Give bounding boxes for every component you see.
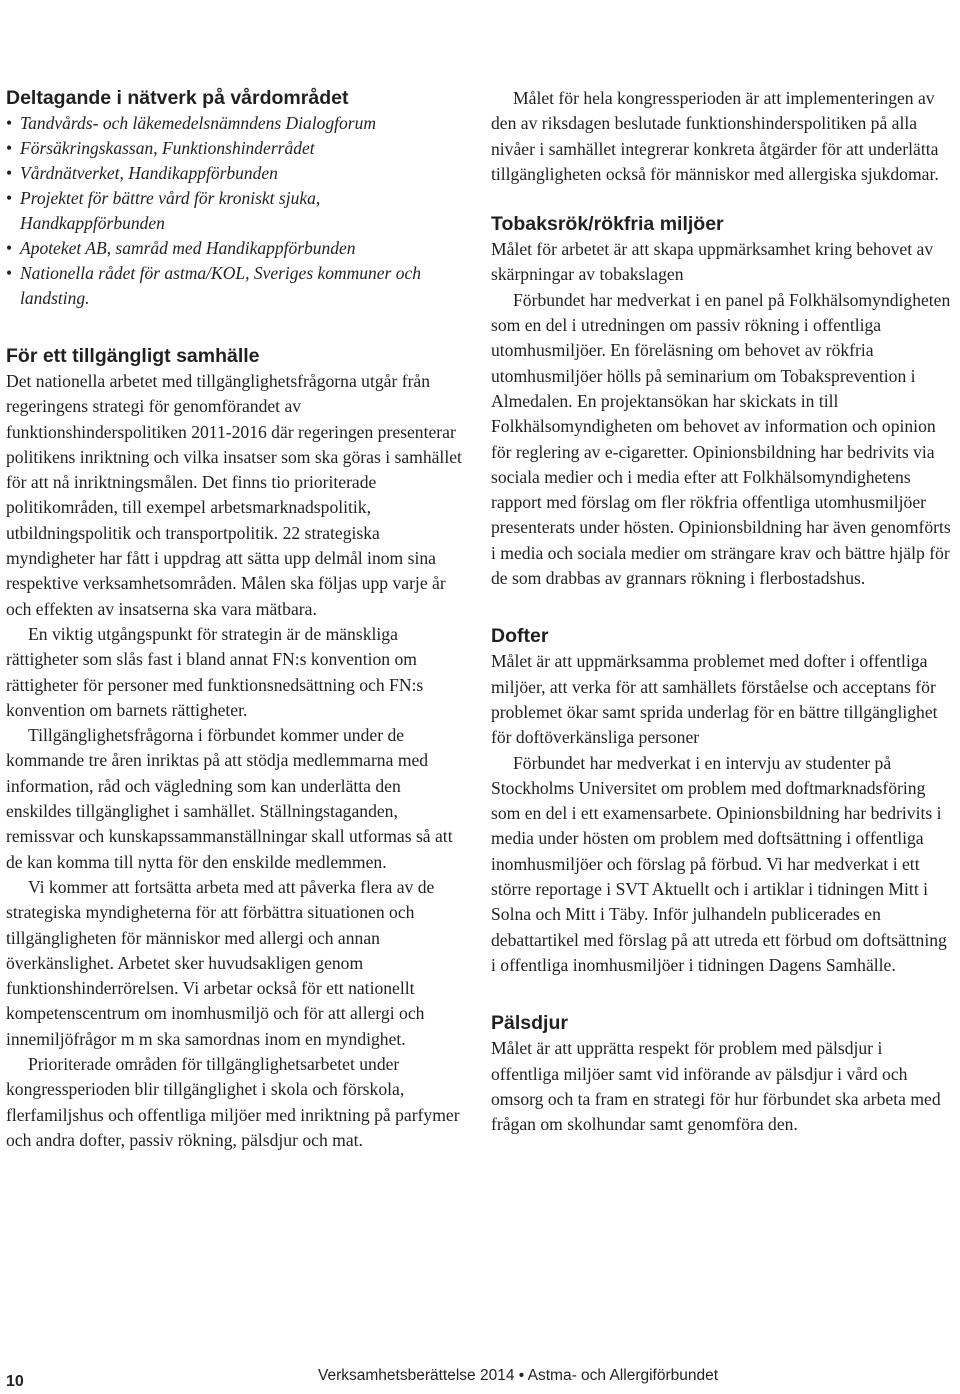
scents-heading: Dofter	[491, 625, 549, 648]
page-number: 10	[6, 1373, 24, 1390]
left-column	[6, 86, 468, 1153]
right-column	[491, 86, 953, 1137]
list-item: • Tandvårds- och läkemedelsnämndens Dialogforum	[6, 111, 468, 136]
intro-paragraph: Målet för hela kongressperioden är att implementeringen av den av riksdagen beslutade funktionshinderspolitiken på alla nivåer i samhället integrerar konkreta åtgärder för att underlätta tillgängligheten också för människor med allergiska sjukdomar.	[491, 88, 939, 184]
list-item: • Projektet för bättre vård för kroniskt sjuka, Handkappförbunden	[6, 186, 468, 236]
paragraph: Prioriterade områden för tillgänglighetsarbetet under kongressperioden blir tillgänglighet i skola och förskola, flerfamiljshus och offentliga miljöer med inriktning på parfymer och andra dofter, passiv rökning, pälsdjur och mat.	[6, 1054, 460, 1150]
paragraph: Målet är att upprätta respekt för problem med pälsdjur i offentliga miljöer samt vid införande av pälsdjur i vård och omsorg och ta fram en strategi för hur förbundet ska arbeta med frågan om skolhundar samt genomföra den.	[491, 1038, 941, 1135]
paragraph: Vi kommer att fortsätta arbeta med att påverka flera av de strategiska myndigheterna för att förbättra situationen och tillgängligheten för människor med allergi och annan överkänslighet. Arbetet sker huvudsakligen genom funktionshinderrörelsen. Vi arbetar också för ett nationellt kompetenscentrum om inomhusmiljö och för att allergi och innemiljöfrågor m m ska samordnas inom en myndighet.	[6, 876, 435, 1049]
paragraph: Tillgänglighetsfrågorna i förbundet kommer under de kommande tre åren inriktas på att stödja medlemmarna med information, råd och vägledning som kan underlätta den enskildes tillgänglighet i samhället. Ställningstaganden, remissvar och kunskapssammanställningar skall utformas så att de kan komma till nytta för den enskilde medlemmen.	[6, 725, 453, 872]
network-list	[6, 111, 468, 311]
paragraph: Målet för arbetet är att skapa uppmärksamhet kring behovet av skärpningar av tobakslagen	[491, 239, 934, 285]
network-heading: Deltagande i nätverk på vårdområdet	[6, 87, 349, 109]
footer-text: Verksamhetsberättelse 2014 • Astma- och Allergiförbundet	[318, 1367, 719, 1384]
paragraph: Förbundet har medverkat i en intervju av studenter på Stockholms Universitet om problem med doftmarknadsföring som en del i ett examensarbete. Opinionsbildning har bedrivits i media under hösten om problem med doftsättning i offentliga inomhusmiljöer och förslag på förbud. Vi har medverkat i ett större reportage i SVT Aktuellt och i artiklar i tidningen Mitt i Solna och Mitt i Täby. Inför julhandeln publicerades en debattartikel med förslag på att utreda ett förbud om doftsättning i offentliga inomhusmiljöer i tidningen Dagens Samhälle.	[491, 752, 947, 975]
accessible-heading: För ett tillgängligt samhälle	[6, 345, 260, 367]
paragraph: Förbundet har medverkat i en panel på Folkhälsomyndigheten som en del i utredningen om passiv rökning i offentliga utomhusmiljöer. En föreläsning om behovet av rökfria utomhusmiljöer hölls på seminarium om Tobaksprevention i Almedalen. En projektansökan har skickats in till Folkhälsomyndigheten om behovet av information och opinion för reglering av e-cigaretter. Opinionsbildning har bedrivits via sociala medier och i media efter att Folkhälsomyndighetens rapport med förslag om fler rökfria offentliga utomhusmiljöer presenterats under hösten. Opinionsbildning har även genomförts i media och sociala medier om strängare krav och bättre hjälp för de som drabbas av grannars rökning i flerbostadshus.	[491, 289, 951, 589]
list-item: • Apoteket AB, samråd med Handikappförbunden	[6, 236, 468, 261]
tobacco-heading: Tobaksrök/rökfria miljöer	[491, 213, 724, 236]
list-item: • Försäkringskassan, Funktionshinderrådet	[6, 136, 468, 161]
paragraph: Det nationella arbetet med tillgänglighetsfrågorna utgår från regeringens strategi för genomförandet av funktionshinderspolitiken 2011-2016 där regeringen presenterar politikens inriktning och vilka insatser som ska göras i samhället för att nå inriktningsmålen. Det finns tio prioriterade politikområden, till exempel arbetsmarknadspolitik, utbildningspolitik och transportpolitik. 22 strategiska myndigheter har fått i uppdrag att sätta upp delmål inom sina respektive verksamhetsområden. Målen ska följas upp varje år och effekten av insatserna ska vara mätbara.	[6, 371, 462, 619]
list-item: • Vårdnätverket, Handikappförbunden	[6, 161, 468, 186]
furred-heading: Pälsdjur	[491, 1012, 568, 1035]
paragraph: Målet är att uppmärksamma problemet med dofter i offentliga miljöer, att verka för att samhällets förståelse och acceptans för problemet ökar samt sprida underlag för en bättre tillgänglighet för doftöverkänsliga personer	[491, 651, 938, 748]
list-item: • Nationella rådet för astma/KOL, Sveriges kommuner och landsting.	[6, 261, 468, 311]
paragraph: En viktig utgångspunkt för strategin är de mänskliga rättigheter som slås fast i bland annat FN:s konvention om rättigheter för personer med funktionsnedsättning och FN:s konvention om barnets rättigheter.	[6, 623, 424, 720]
